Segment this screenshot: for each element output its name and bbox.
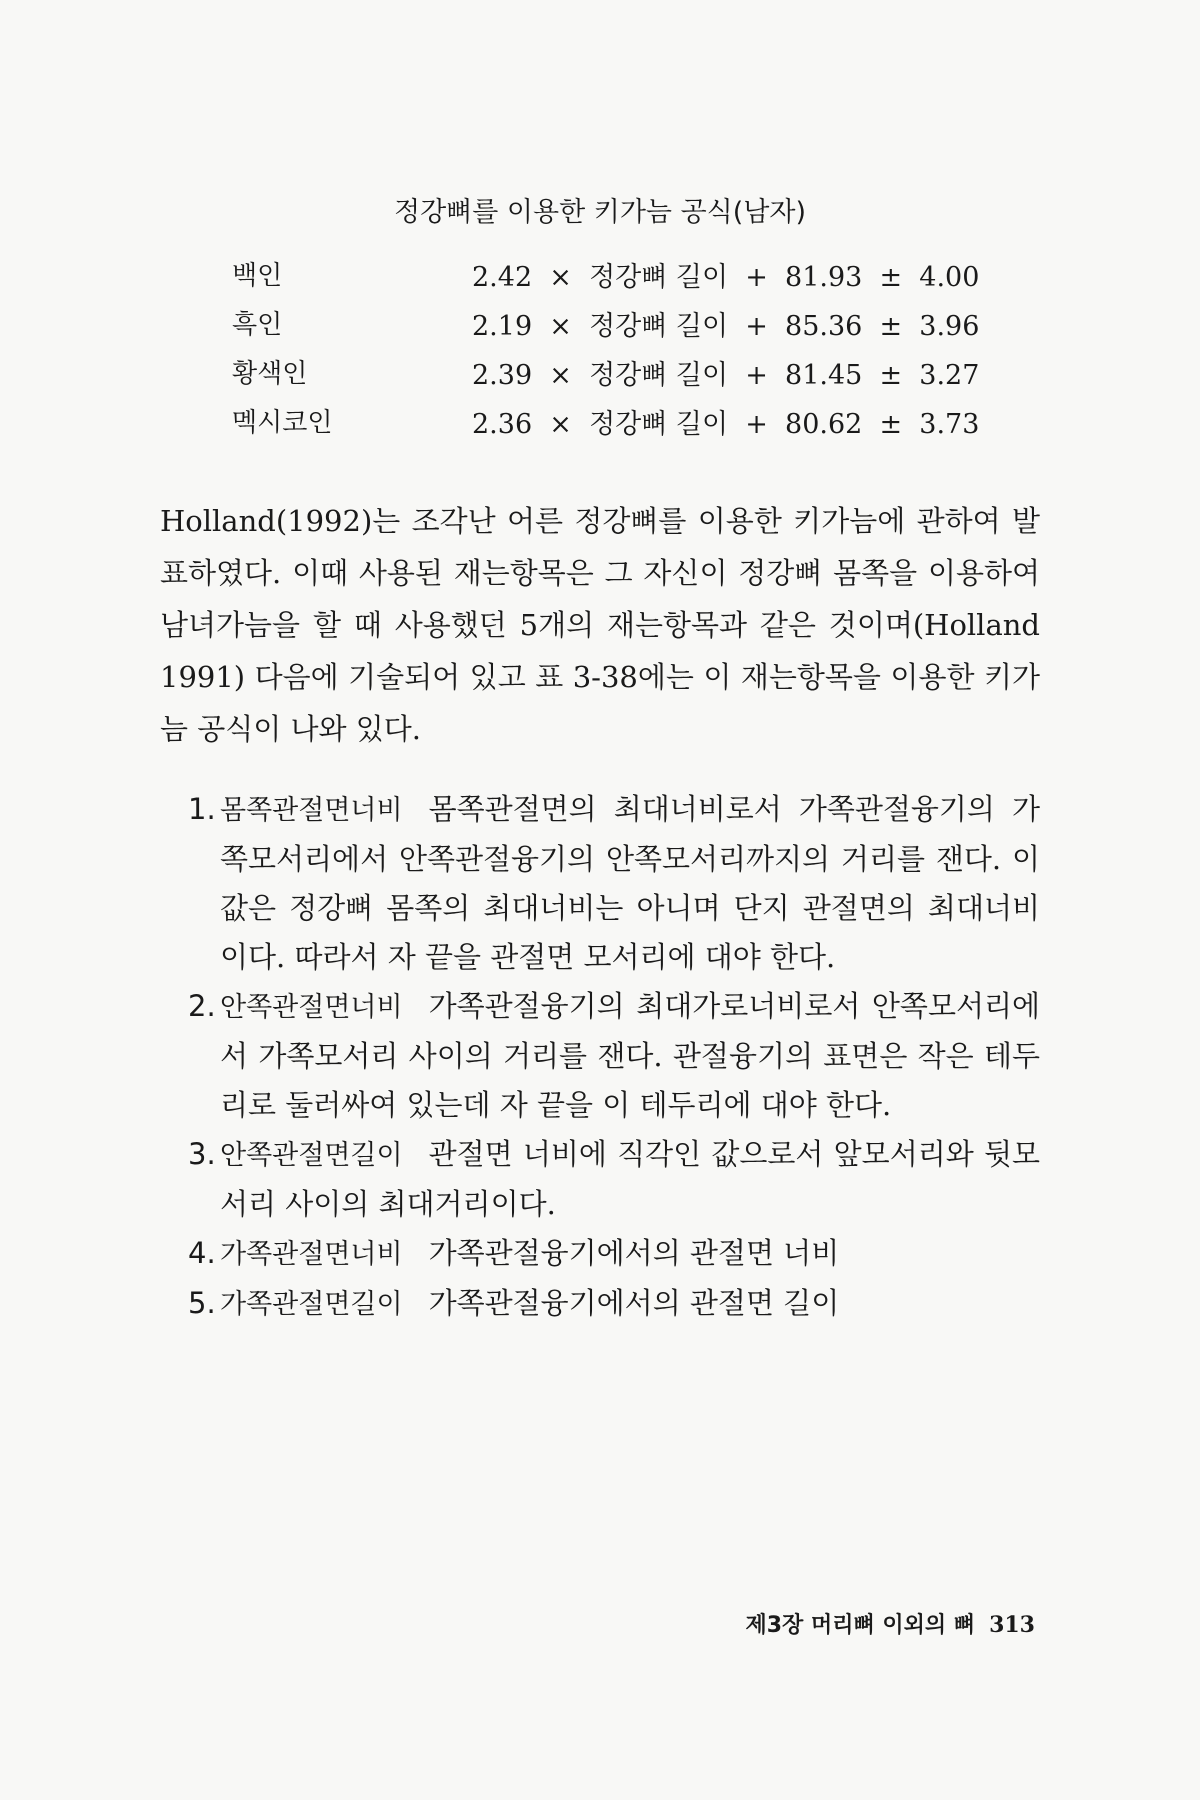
formula-expression: 2.36 × 정강뼈 길이 + 80.62 ± 3.73	[472, 409, 980, 440]
page-number: 313	[989, 1612, 1035, 1638]
list-number: 2.	[188, 989, 216, 1023]
formula-row	[232, 402, 992, 451]
list-term: 안쪽관절면너비	[220, 992, 403, 1023]
list-item	[160, 1130, 1040, 1229]
formula-row	[232, 353, 992, 402]
list-item	[160, 1229, 1040, 1279]
formula-group: 황색인	[232, 359, 308, 389]
body-paragraph: Holland(1992)는 조각난 어른 정강뼈를 이용한 키가늠에 관하여 발표하였다. 이때 사용된 재는항목은 그 자신이 정강뼈 몸쪽을 이용하여 남녀가늠을 할 때 사용했던 5개의 재는항목과 같은 것이며(Holland 1991) 다음에 기술되어 있고 표 3-38에는 이 재는항목을 이용한 키가늠 공식이 나와 있다.	[160, 504, 1040, 746]
list-number: 1.	[188, 792, 216, 826]
list-term: 몸쪽관절면너비	[220, 795, 403, 826]
formula-group: 흑인	[232, 310, 283, 340]
list-description: 몸쪽관절면의 최대너비로서 가쪽관절융기의 가쪽모서리에서 안쪽관절융기의 안쪽모서리까지의 거리를 잰다. 이 값은 정강뼈 몸쪽의 최대너비는 아니며 단지 관절면의 최대너비이다. 따라서 자 끝을 관절면 모서리에 대야 한다.	[220, 792, 1040, 974]
list-term: 안쪽관절면길이	[220, 1140, 403, 1171]
list-number: 5.	[188, 1286, 216, 1320]
formula-expression: 2.19 × 정강뼈 길이 + 85.36 ± 3.96	[472, 311, 980, 342]
page-footer	[746, 1608, 1036, 1639]
formula-title: 정강뼈를 이용한 키가늠 공식(남자)	[394, 197, 806, 228]
list-number: 4.	[188, 1236, 216, 1270]
list-description: 가쪽관절융기에서의 관절면 너비	[428, 1236, 840, 1270]
formula-group: 멕시코인	[232, 408, 333, 438]
list-term: 가쪽관절면길이	[220, 1289, 403, 1320]
formula-group: 백인	[232, 261, 283, 291]
formula-table	[232, 255, 992, 451]
formula-row	[232, 304, 992, 353]
list-description: 가쪽관절융기에서의 관절면 길이	[428, 1286, 840, 1320]
list-description: 가쪽관절융기의 최대가로너비로서 안쪽모서리에서 가쪽모서리 사이의 거리를 잰다. 관절융기의 표면은 작은 테두리로 둘러싸여 있는데 자 끝을 이 테두리에 대야 한다.	[220, 989, 1040, 1122]
formula-expression: 2.39 × 정강뼈 길이 + 81.45 ± 3.27	[472, 360, 980, 391]
formula-expression: 2.42 × 정강뼈 길이 + 81.93 ± 4.00	[472, 262, 980, 293]
list-number: 3.	[188, 1137, 216, 1171]
list-item	[160, 982, 1040, 1130]
list-description: 관절면 너비에 직각인 값으로서 앞모서리와 뒷모서리 사이의 최대거리이다.	[220, 1137, 1040, 1221]
list-item	[160, 785, 1040, 982]
chapter-title: 제3장 머리뼈 이외의 뼈	[745, 1613, 976, 1638]
list-item	[160, 1279, 1040, 1329]
formula-row	[232, 255, 992, 304]
list-term: 가쪽관절면너비	[220, 1239, 403, 1270]
measurement-list	[160, 785, 1040, 1329]
